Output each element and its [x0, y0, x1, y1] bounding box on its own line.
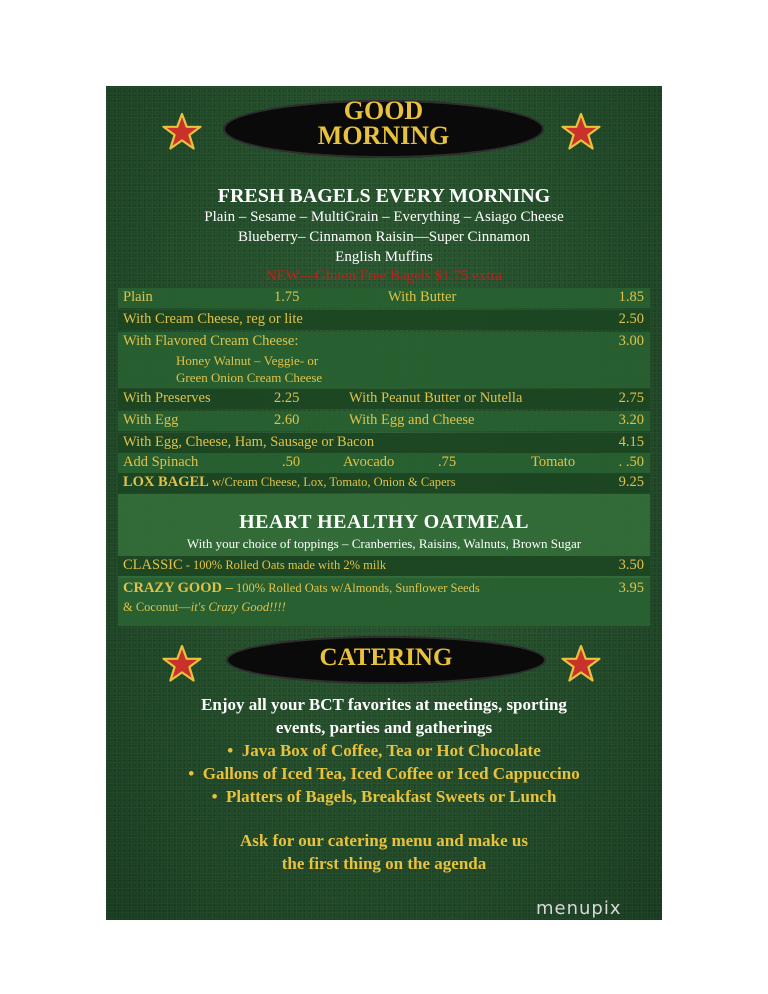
gluten-free-notice: NEW—Gluten Free Bagels $1.75 extra	[265, 268, 503, 284]
menu-row-lox: LOX BAGEL w/Cream Cheese, Lox, Tomato, Onion & Capers 9.25	[118, 473, 650, 493]
catering-bullet: • Gallons of Iced Tea, Iced Coffee or Iced Cappuccino	[188, 764, 580, 783]
menu-row-flavored-cream-cheese: With Flavored Cream Cheese: 3.00 Honey Walnut – Veggie- or Green Onion Cream Cheese	[118, 332, 650, 388]
catering-cta: Ask for our catering menu and make us	[240, 831, 528, 850]
oatmeal-classic-row: CLASSIC - 100% Rolled Oats made with 2% milk 3.50	[118, 556, 650, 576]
bagel-flavors-line: Blueberry– Cinnamon Raisin—Super Cinnamon	[237, 229, 531, 245]
bagel-flavors-line: English Muffins	[335, 249, 433, 265]
star-icon	[561, 644, 601, 684]
menu-row-addons: Add Spinach .50 Avocado .75 Tomato . .50	[118, 453, 650, 473]
menu-board	[106, 86, 662, 920]
catering-cta: the first thing on the agenda	[281, 854, 487, 873]
menu-row-plain: Plain 1.75 With Butter 1.85	[118, 288, 650, 308]
star-icon	[162, 644, 202, 684]
oatmeal-heading: HEART HEALTHY OATMEAL	[239, 511, 529, 533]
watermark-logo: menupix	[536, 898, 622, 919]
catering-intro: events, parties and gatherings	[275, 718, 493, 737]
bagel-flavors-line: Plain – Sesame – MultiGrain – Everything – Asiago Cheese	[204, 209, 564, 225]
catering-bullet: • Platters of Bagels, Breakfast Sweets or Lunch	[211, 787, 557, 806]
menu-row-egg-combo: With Egg, Cheese, Ham, Sausage or Bacon 4.15	[118, 433, 650, 453]
star-icon	[561, 112, 601, 152]
oatmeal-crazy-good-row: CRAZY GOOD – 100% Rolled Oats w/Almonds, Sunflower Seeds 3.95 & Coconut—it's Crazy Good!!!!	[118, 578, 650, 626]
catering-intro: Enjoy all your BCT favorites at meetings, sporting	[201, 695, 567, 714]
menu-row-egg: With Egg 2.60 With Egg and Cheese 3.20	[118, 411, 650, 431]
oatmeal-toppings: With your choice of toppings – Cranberries, Raisins, Walnuts, Brown Sugar	[186, 536, 582, 551]
bagels-heading: FRESH BAGELS EVERY MORNING	[217, 185, 551, 207]
star-icon	[162, 112, 202, 152]
catering-title: CATERING	[319, 644, 453, 671]
page-title: GOOD MORNING	[317, 96, 450, 150]
menu-row-cream-cheese: With Cream Cheese, reg or lite 2.50	[118, 310, 650, 330]
catering-bullet: • Java Box of Coffee, Tea or Hot Chocolate	[227, 741, 541, 760]
menu-row-preserves: With Preserves 2.25 With Peanut Butter or Nutella 2.75	[118, 389, 650, 409]
